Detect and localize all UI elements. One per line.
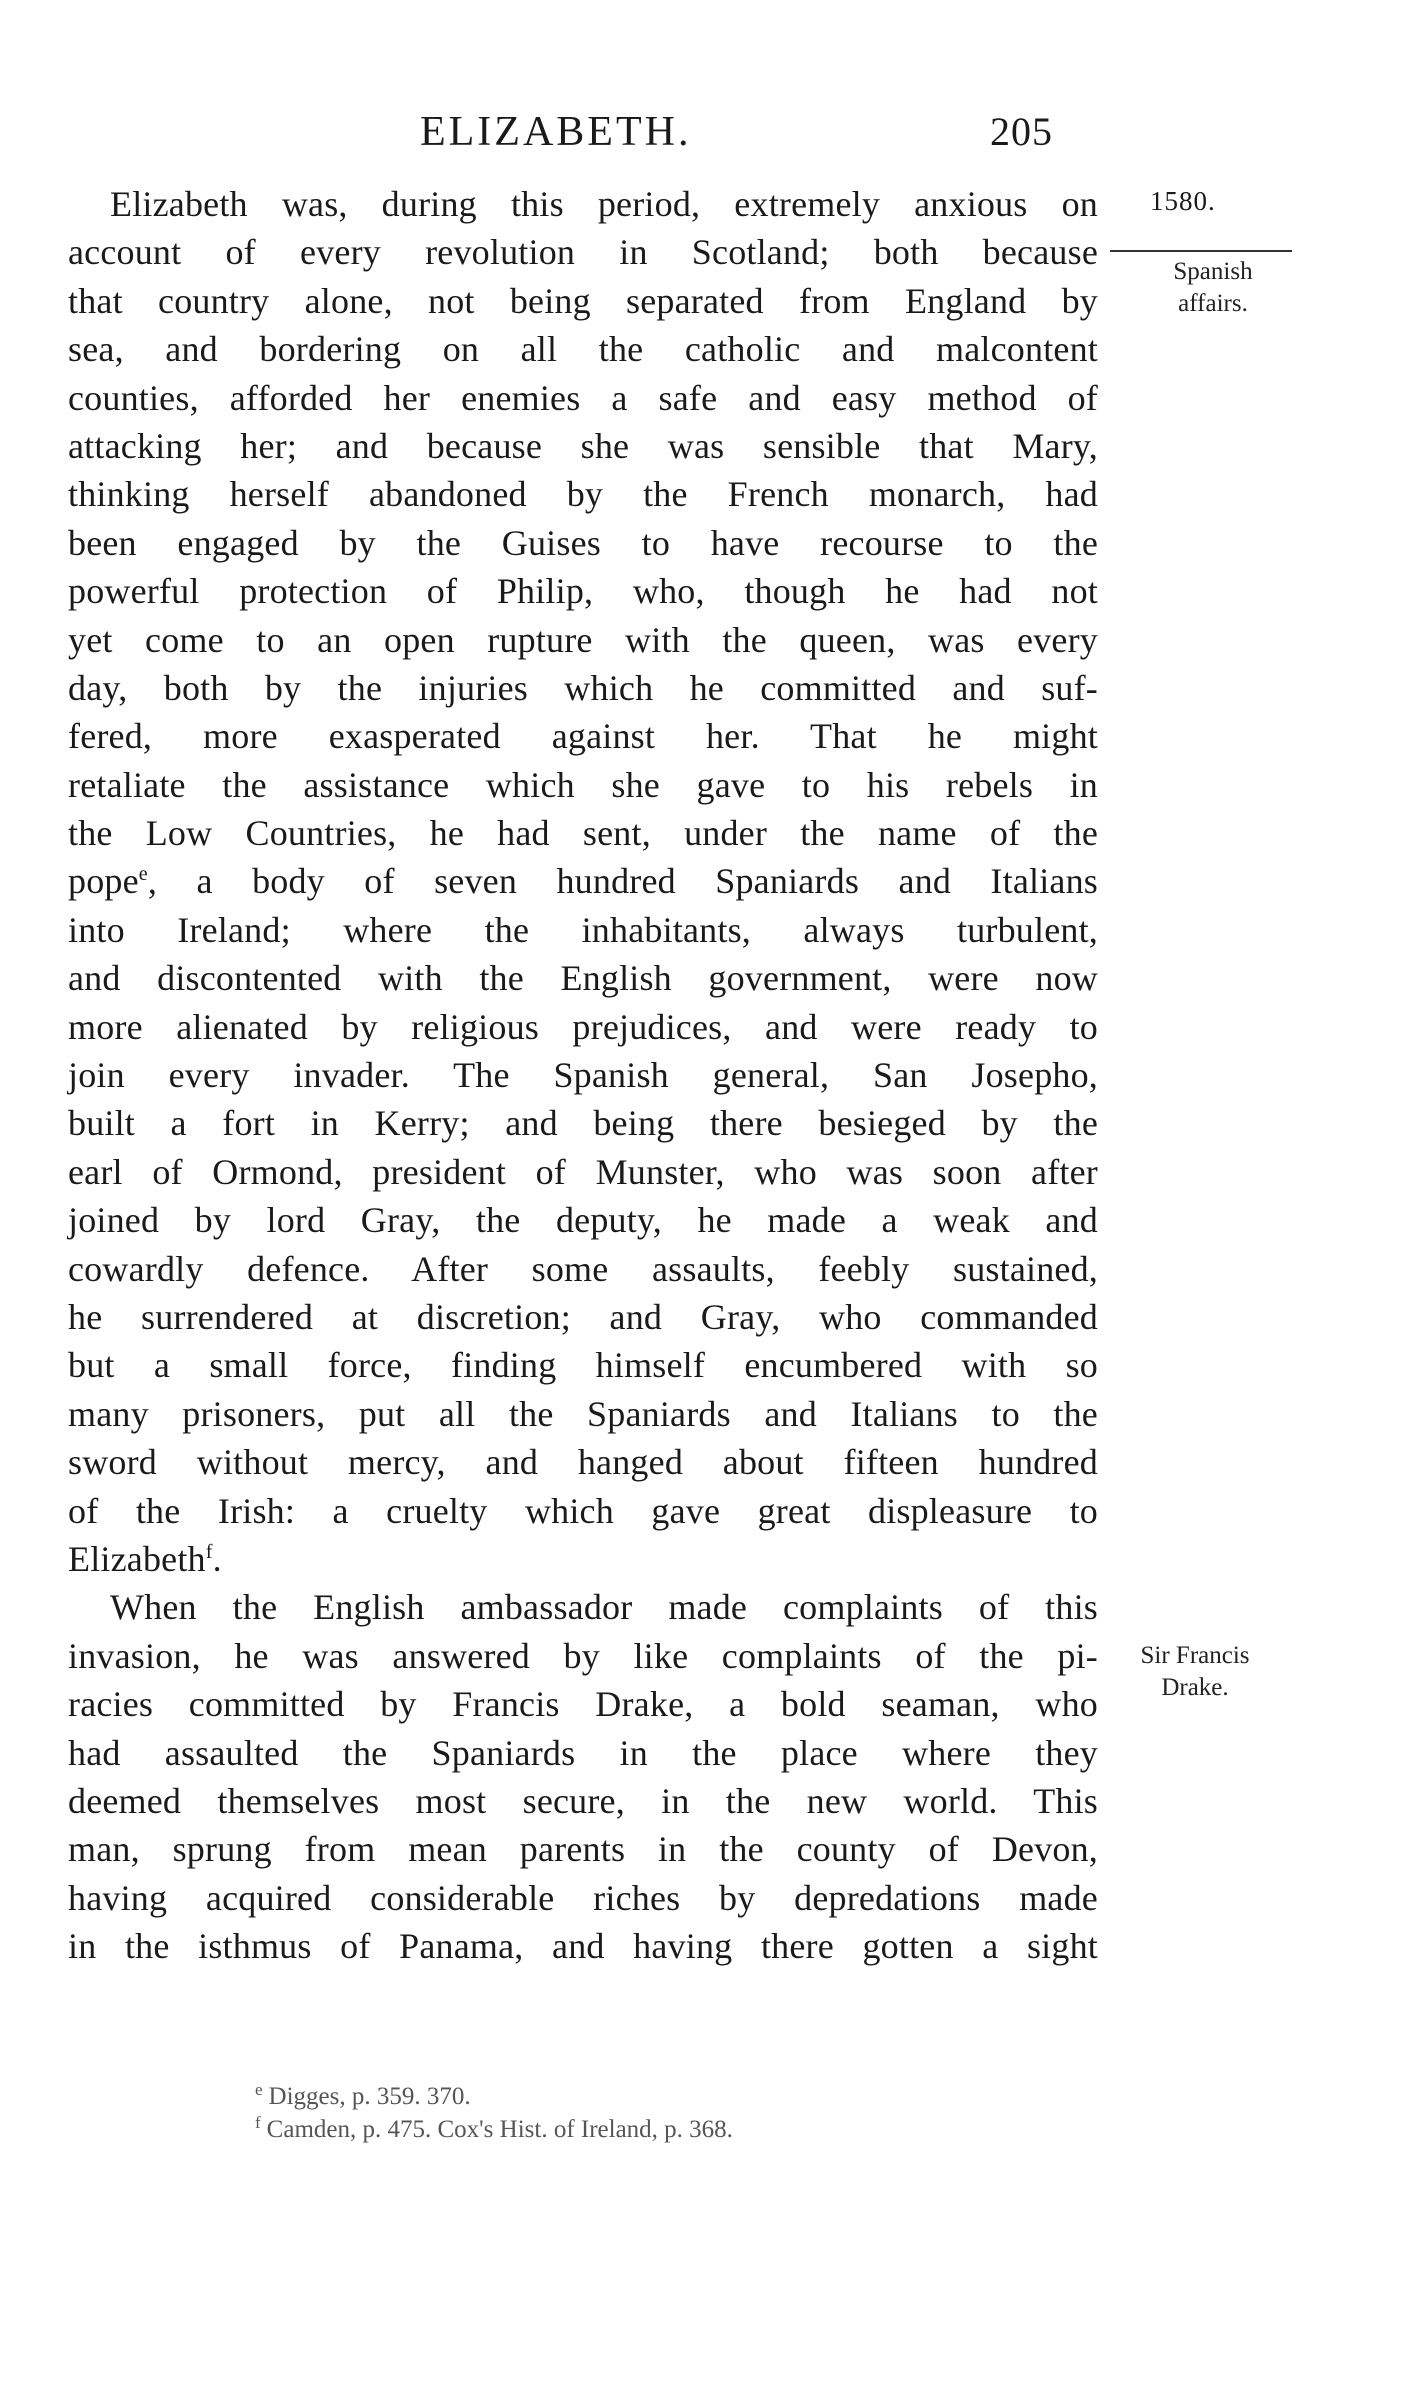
text-fragment: . <box>212 1538 222 1579</box>
text-line: but a small force, finding himself encumbered with so <box>68 1345 1098 1386</box>
running-title: ELIZABETH. <box>420 109 692 155</box>
text-line: account of every revolution in Scotland; both because <box>68 232 1098 273</box>
text-line: joined by lord Gray, the deputy, he made a weak and <box>68 1200 1098 1241</box>
margin-note-line: Sir Francis <box>1140 1642 1250 1669</box>
text-fragment: pope <box>68 861 139 902</box>
text-line: the Low Countries, he had sent, under the name of the <box>68 813 1098 854</box>
text-line: powerful protection of Philip, who, though he had not <box>68 571 1098 612</box>
page-number: 205 <box>990 109 1053 154</box>
footnote-f <box>255 2113 1155 2146</box>
margin-note-line: Drake. <box>1161 1674 1229 1701</box>
text-line <box>68 857 1098 905</box>
text-line: attacking her; and because she was sensible that Mary, <box>68 425 1098 466</box>
text-line: racies committed by Francis Drake, a bold seaman, who <box>68 1684 1098 1725</box>
text-line: Elizabeth was, during this period, extremely anxious on <box>110 184 1098 224</box>
margin-note-line: affairs. <box>1178 290 1248 317</box>
text-line <box>68 1535 1098 1583</box>
text-line: invasion, he was answered by like complaints of the pi- <box>68 1635 1098 1676</box>
footnote-text: Camden, p. 475. Cox's Hist. of Ireland, p. 368. <box>266 2116 733 2143</box>
margin-note-sir-francis-drake <box>1100 1640 1290 1704</box>
text-line: in the isthmus of Panama, and having there gotten a sight <box>68 1926 1098 1967</box>
text-line: When the English ambassador made complaints of this <box>110 1587 1098 1628</box>
text-line: retaliate the assistance which she gave to his rebels in <box>68 764 1098 805</box>
text-line: cowardly defence. After some assaults, feebly sustained, <box>68 1248 1098 1289</box>
footnotes <box>255 2080 1155 2146</box>
body-text <box>68 180 1098 1970</box>
footnote-e <box>255 2080 1155 2113</box>
text-line: had assaulted the Spaniards in the place where they <box>68 1732 1098 1773</box>
margin-note-line: Spanish <box>1173 258 1253 285</box>
text-line: of the Irish: a cruelty which gave great displeasure to <box>68 1490 1098 1531</box>
text-line: having acquired considerable riches by depredations made <box>68 1877 1098 1918</box>
text-line: day, both by the injuries which he committed and suf- <box>68 667 1098 708</box>
page-header <box>0 108 1421 158</box>
text-line: join every invader. The Spanish general, San Josepho, <box>68 1055 1098 1096</box>
text-line: built a fort in Kerry; and being there besieged by the <box>68 1103 1098 1144</box>
text-line: earl of Ormond, president of Munster, who was soon after <box>68 1151 1098 1192</box>
footnote-mark: f <box>255 2112 261 2132</box>
margin-year: 1580. <box>1150 186 1216 216</box>
text-line: sea, and bordering on all the catholic and malcontent <box>68 329 1098 370</box>
text-line: sword without mercy, and hanged about fifteen hundred <box>68 1442 1098 1483</box>
text-fragment: , a body of seven hundred Spaniards and Italians <box>147 861 1098 902</box>
margin-divider <box>1110 250 1292 252</box>
text-line: thinking herself abandoned by the French monarch, had <box>68 474 1098 515</box>
footnote-text: Digges, p. 359. 370. <box>268 2083 471 2110</box>
text-line: more alienated by religious prejudices, and were ready to <box>68 1006 1098 1047</box>
text-line: counties, afforded her enemies a safe and easy method of <box>68 377 1098 418</box>
footnote-mark: e <box>255 2079 263 2099</box>
footnote-ref-e: e <box>138 863 148 886</box>
text-fragment: Elizabeth <box>68 1538 206 1579</box>
text-line: many prisoners, put all the Spaniards and Italians to the <box>68 1393 1098 1434</box>
text-line: been engaged by the Guises to have recourse to the <box>68 522 1098 563</box>
margin-note-spanish-affairs <box>1138 256 1288 320</box>
footnote-ref-f: f <box>205 1540 213 1563</box>
text-line: that country alone, not being separated from England by <box>68 280 1098 321</box>
text-line: man, sprung from mean parents in the county of Devon, <box>68 1829 1098 1870</box>
text-line: and discontented with the English government, were now <box>68 958 1098 999</box>
text-line: fered, more exasperated against her. That he might <box>68 716 1098 757</box>
text-line: he surrendered at discretion; and Gray, who commanded <box>68 1296 1098 1337</box>
text-line: into Ireland; where the inhabitants, always turbulent, <box>68 909 1098 950</box>
text-line: deemed themselves most secure, in the new world. This <box>68 1780 1098 1821</box>
text-line: yet come to an open rupture with the queen, was every <box>68 619 1098 660</box>
